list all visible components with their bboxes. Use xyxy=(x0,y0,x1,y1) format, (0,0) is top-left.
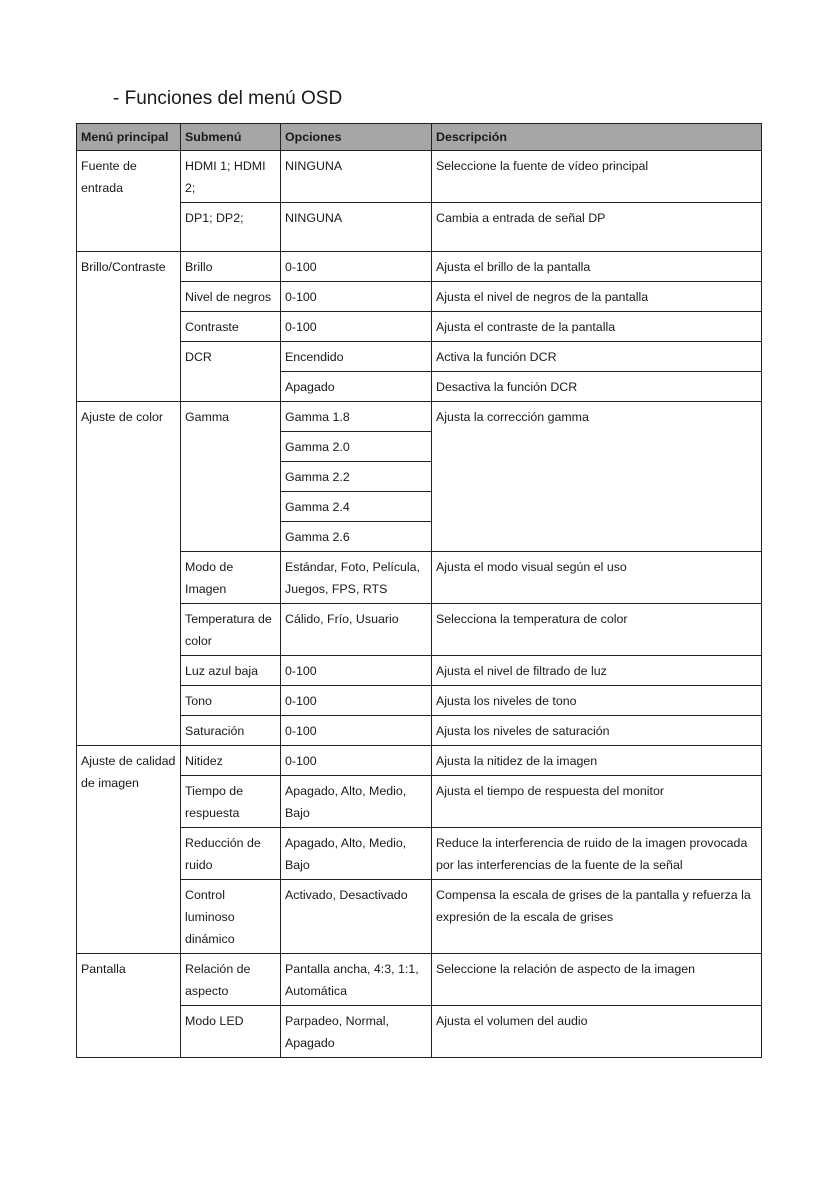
option-cell: Gamma 2.4 xyxy=(281,492,432,522)
description-cell: Ajusta la corrección gamma xyxy=(432,402,762,552)
submenu-cell: Nivel de negros xyxy=(181,282,281,312)
option-cell: Apagado, Alto, Medio, Bajo xyxy=(281,776,432,828)
option-cell: Cálido, Frío, Usuario xyxy=(281,604,432,656)
option-cell: 0-100 xyxy=(281,312,432,342)
table-row xyxy=(77,151,762,203)
description-cell: Reduce la interferencia de ruido de la imagen provocada por las interferencias de la fuente de la señal xyxy=(432,828,762,880)
option-cell: Gamma 2.0 xyxy=(281,432,432,462)
submenu-cell: Modo de Imagen xyxy=(181,552,281,604)
description-cell: Ajusta la nitidez de la imagen xyxy=(432,746,762,776)
option-cell: Encendido xyxy=(281,342,432,372)
submenu-cell: Reducción de ruido xyxy=(181,828,281,880)
submenu-cell: DP1; DP2; xyxy=(181,203,281,252)
description-cell: Seleccione la fuente de vídeo principal xyxy=(432,151,762,203)
option-cell: Pantalla ancha, 4:3, 1:1, Automática xyxy=(281,954,432,1006)
option-cell: Apagado xyxy=(281,372,432,402)
option-cell: Gamma 2.6 xyxy=(281,522,432,552)
submenu-cell: Contraste xyxy=(181,312,281,342)
description-cell: Ajusta el nivel de negros de la pantalla xyxy=(432,282,762,312)
description-cell: Ajusta los niveles de saturación xyxy=(432,716,762,746)
option-cell: Apagado, Alto, Medio, Bajo xyxy=(281,828,432,880)
description-cell: Ajusta el brillo de la pantalla xyxy=(432,252,762,282)
option-cell: 0-100 xyxy=(281,252,432,282)
main-menu-cell: Pantalla xyxy=(77,954,181,1058)
submenu-cell: Relación de aspecto xyxy=(181,954,281,1006)
main-menu-cell: Fuente de entrada xyxy=(77,151,181,252)
option-cell: NINGUNA xyxy=(281,151,432,203)
header-main-menu: Menú principal xyxy=(77,124,181,151)
table-header-row xyxy=(77,124,762,151)
table-row xyxy=(77,402,762,432)
submenu-cell: Gamma xyxy=(181,402,281,552)
submenu-cell: Luz azul baja xyxy=(181,656,281,686)
description-cell: Cambia a entrada de señal DP xyxy=(432,203,762,252)
option-cell: Activado, Desactivado xyxy=(281,880,432,954)
description-cell: Ajusta el nivel de filtrado de luz xyxy=(432,656,762,686)
osd-functions-table xyxy=(76,123,762,1058)
description-cell: Activa la función DCR xyxy=(432,342,762,372)
main-menu-cell: Brillo/Contraste xyxy=(77,252,181,402)
submenu-cell: Tiempo de respuesta xyxy=(181,776,281,828)
description-cell: Ajusta los niveles de tono xyxy=(432,686,762,716)
option-cell: 0-100 xyxy=(281,746,432,776)
header-submenu: Submenú xyxy=(181,124,281,151)
header-description: Descripción xyxy=(432,124,762,151)
submenu-cell: Nitidez xyxy=(181,746,281,776)
main-menu-cell: Ajuste de color xyxy=(77,402,181,746)
table-row xyxy=(77,746,762,776)
option-cell: 0-100 xyxy=(281,282,432,312)
description-cell: Seleccione la relación de aspecto de la imagen xyxy=(432,954,762,1006)
option-cell: Estándar, Foto, Película, Juegos, FPS, RTS xyxy=(281,552,432,604)
description-cell: Selecciona la temperatura de color xyxy=(432,604,762,656)
header-options: Opciones xyxy=(281,124,432,151)
submenu-cell: Tono xyxy=(181,686,281,716)
option-cell: 0-100 xyxy=(281,716,432,746)
page-title: - Funciones del menú OSD xyxy=(113,88,343,109)
table-row xyxy=(77,954,762,1006)
description-cell: Ajusta el contraste de la pantalla xyxy=(432,312,762,342)
option-cell: 0-100 xyxy=(281,686,432,716)
submenu-cell: HDMI 1; HDMI 2; xyxy=(181,151,281,203)
option-cell: Parpadeo, Normal, Apagado xyxy=(281,1006,432,1058)
option-cell: Gamma 2.2 xyxy=(281,462,432,492)
submenu-cell: DCR xyxy=(181,342,281,402)
option-cell: NINGUNA xyxy=(281,203,432,252)
description-cell: Desactiva la función DCR xyxy=(432,372,762,402)
description-cell: Compensa la escala de grises de la pantalla y refuerza la expresión de la escala de grises xyxy=(432,880,762,954)
description-cell: Ajusta el tiempo de respuesta del monitor xyxy=(432,776,762,828)
submenu-cell: Brillo xyxy=(181,252,281,282)
submenu-cell: Modo LED xyxy=(181,1006,281,1058)
main-menu-cell: Ajuste de calidad de imagen xyxy=(77,746,181,954)
submenu-cell: Saturación xyxy=(181,716,281,746)
option-cell: Gamma 1.8 xyxy=(281,402,432,432)
submenu-cell: Control luminoso dinámico xyxy=(181,880,281,954)
description-cell: Ajusta el volumen del audio xyxy=(432,1006,762,1058)
option-cell: 0-100 xyxy=(281,656,432,686)
submenu-cell: Temperatura de color xyxy=(181,604,281,656)
description-cell: Ajusta el modo visual según el uso xyxy=(432,552,762,604)
table-row xyxy=(77,252,762,282)
